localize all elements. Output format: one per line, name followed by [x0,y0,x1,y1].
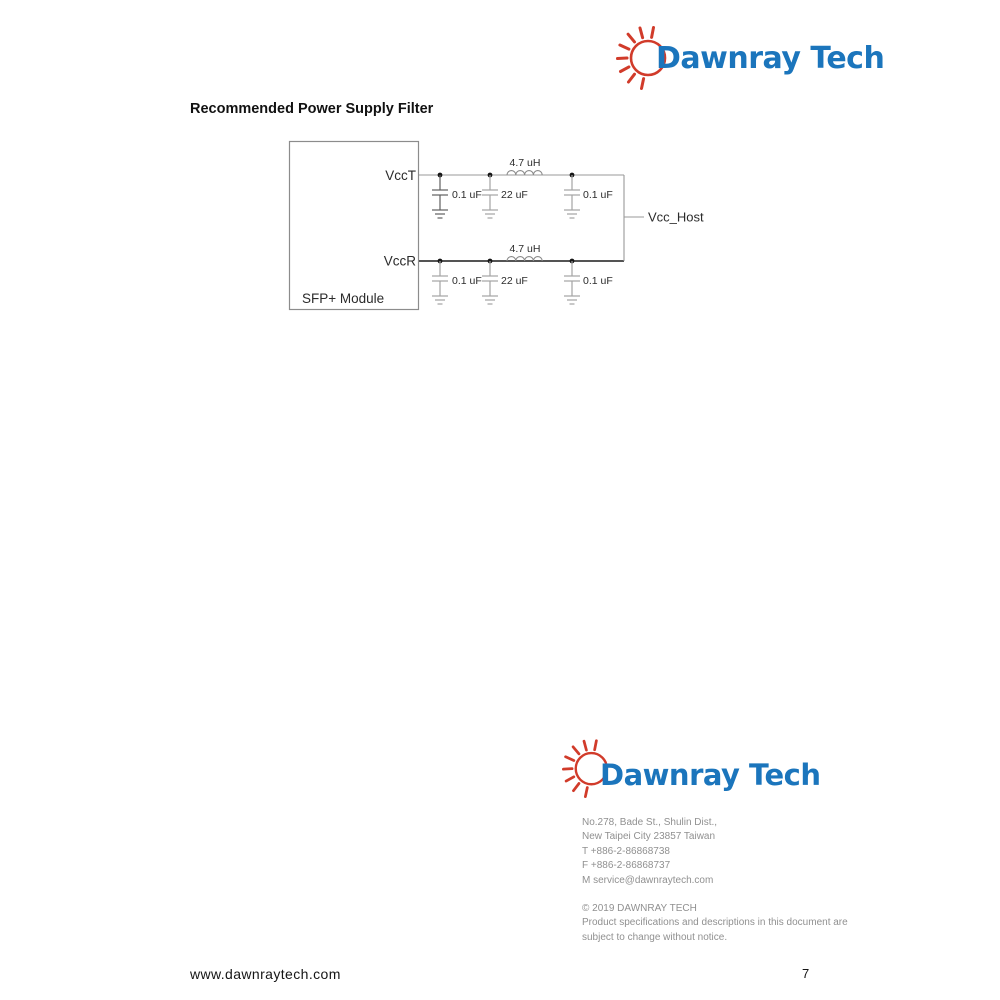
inductor-value-label: 4.7 uH [509,243,541,255]
contact-block [582,816,717,888]
ground-symbol [482,296,498,304]
capacitor-symbol [432,175,448,218]
copyright-line: © 2019 DAWNRAY TECH [582,903,697,914]
cap-value-label: 22 uF [501,275,528,287]
capacitor-symbol [482,261,498,304]
notice-line-2: subject to change without notice. [582,931,728,943]
notice-line-1: Product specifications and descriptions in this document are [582,917,848,929]
pin-label-vccr: VccR [383,253,416,269]
capacitor-symbol [482,175,498,218]
ground-symbol [482,210,498,218]
website-url: www.dawnraytech.com [190,966,341,982]
cap-value-label: 22 uF [501,189,528,201]
legal-block [582,902,848,945]
module-label: SFP+ Module [302,291,385,306]
ground-symbol [432,296,448,304]
page-number: 7 [802,966,810,981]
inductor-symbol [507,171,542,175]
capacitor-symbol [432,261,448,304]
inductor-value-label: 4.7 uH [509,157,541,169]
footer-logo [562,728,821,806]
address-line-1: No.278, Bade St., Shulin Dist., [582,817,718,828]
circuit-diagram [285,135,725,325]
logo-text: Dawnray Tech [600,758,821,792]
capacitor-symbol [564,261,580,304]
pin-label-vcct: VccT [385,168,416,183]
page-title: Recommended Power Supply Filter [190,101,434,117]
ground-symbol [564,296,580,304]
junction-dots [438,173,575,264]
output-label-vcc-host: Vcc_Host [648,209,704,225]
sun-rays [563,741,596,797]
email-line: M service@dawnraytech.com [582,874,714,886]
module-box [290,142,419,310]
ground-symbol [432,210,448,218]
header-logo [616,14,885,96]
telephone-line: T +886-2-86868738 [582,845,670,857]
cap-value-label: 0.1 uF [452,189,482,201]
ground-symbol [564,210,580,218]
cap-value-label: 0.1 uF [583,189,613,201]
logo-text: Dawnray Tech [656,41,885,76]
address-line-2: New Taipei City 23857 Taiwan [582,831,716,843]
capacitor-symbol [564,175,580,218]
sun-rays [618,28,654,89]
cap-value-label: 0.1 uF [583,275,613,287]
cap-value-label: 0.1 uF [452,275,482,287]
fax-line: F +886-2-86868737 [582,860,671,872]
